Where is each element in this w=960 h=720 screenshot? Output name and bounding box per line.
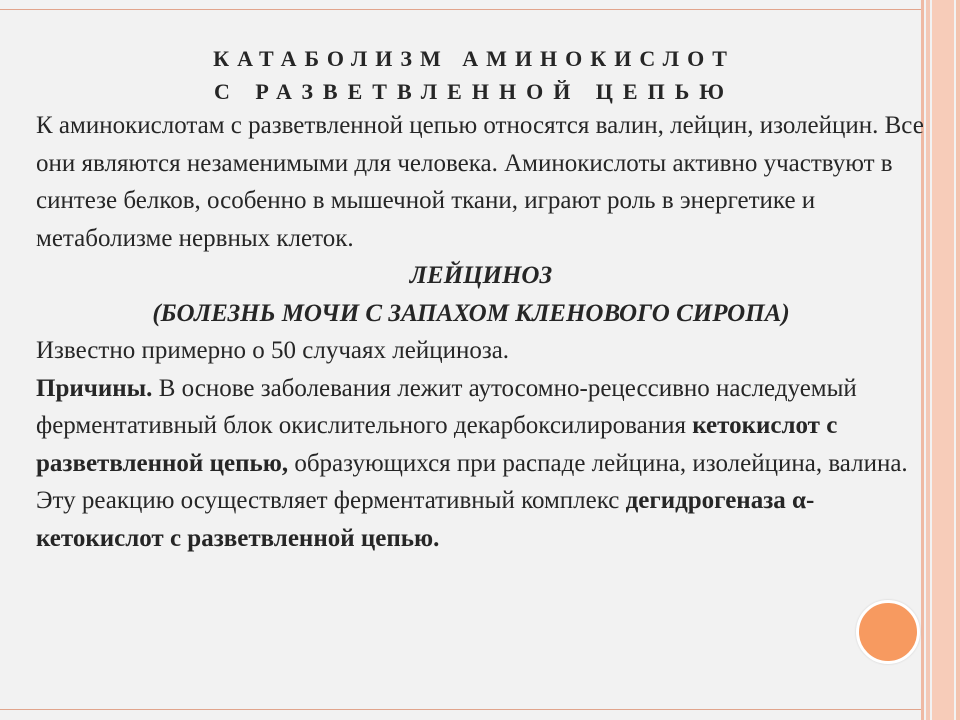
causes-text-2: образующихся при распаде лейцина, изолейцина, валина. Эту реакцию осуществляет ферментативный комплекс — [36, 449, 908, 514]
bottom-border-line — [0, 709, 921, 720]
intro-paragraph: К аминокислотам с разветвленной цепью относятся валин, лейцин, изолейцин. Все они являются незаменимыми для человека. Аминокислоты активно участвуют в синтезе белков, особенно в мышечной ткани, играют роль в энергетике и метаболизме нервных клеток. — [36, 112, 924, 252]
causes-bold-2: дегидрогеназа α-кетокислот с разветвленной цепью. — [36, 487, 815, 552]
decorative-stripe — [932, 0, 954, 720]
slide-title-line1: КАТАБОЛИЗМ АМИНОКИСЛОТ — [213, 46, 735, 71]
subtitle-line1: ЛЕЙЦИНОЗ — [409, 262, 553, 289]
cases-paragraph: Известно примерно о 50 случаях лейциноза. — [36, 337, 510, 364]
causes-text-1: В основе заболевания лежит аутосомно-рецессивно наследуемый ферментативный блок окислительного декарбоксилирования — [36, 374, 857, 439]
decorative-stripe — [956, 0, 960, 720]
slide-title-line2: С РАЗВЕТВЛЕННОЙ ЦЕПЬЮ — [213, 79, 735, 104]
slide-content — [36, 40, 926, 557]
decorative-stripe — [926, 0, 930, 720]
subtitle-line2: (БОЛЕЗНЬ МОЧИ С ЗАПАХОМ КЛЕНОВОГО СИРОПА) — [152, 299, 790, 327]
causes-bold-1: кетокислот с разветвленной цепью, — [36, 412, 838, 477]
causes-label: Причины. — [36, 374, 153, 402]
decorative-circle-icon — [856, 600, 920, 664]
causes-paragraph — [36, 370, 926, 558]
top-border-line — [0, 0, 921, 10]
